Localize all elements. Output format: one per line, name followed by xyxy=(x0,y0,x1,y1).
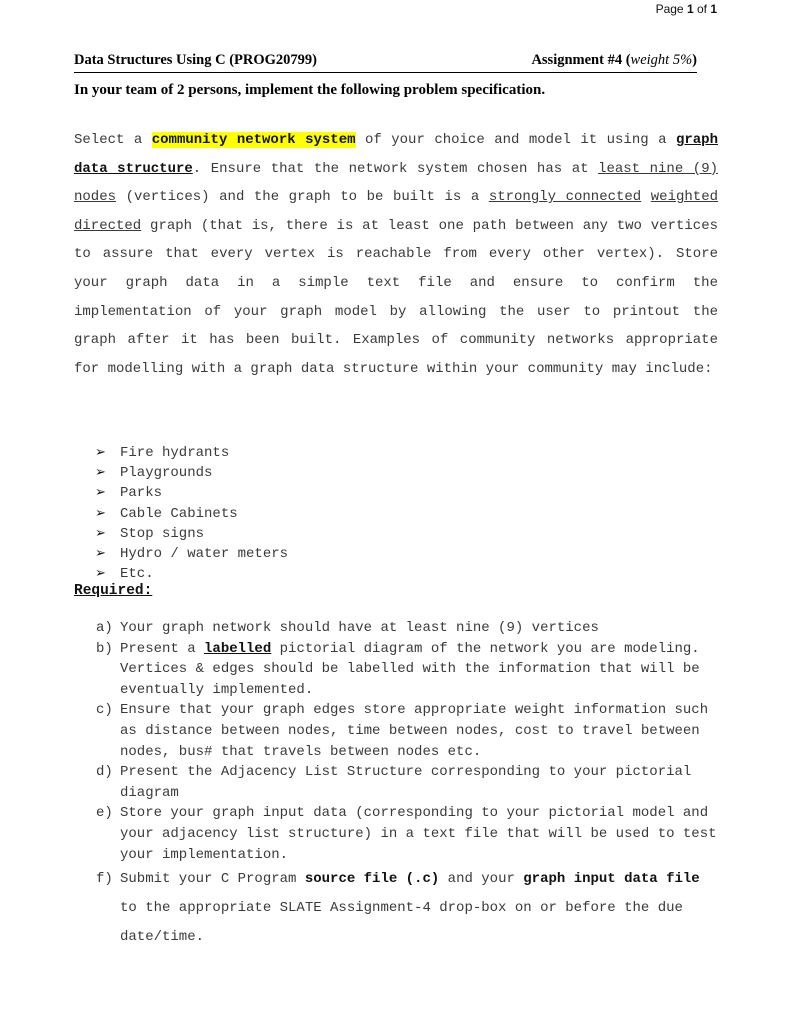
requirement-a: a) Your graph network should have at least nine (9) vertices xyxy=(96,620,599,636)
arrow-bullet-icon: ➢ xyxy=(95,485,106,501)
list-item: ➢ Parks xyxy=(95,483,288,503)
list-item: ➢ Playgrounds xyxy=(95,463,288,483)
list-item: ➢ Cable Cabinets xyxy=(95,504,288,524)
requirement-d: d) Present the Adjacency List Structure corresponding to your pictorial diagram xyxy=(96,764,692,801)
arrow-bullet-icon: ➢ xyxy=(95,566,106,582)
requirement-b: b) Present a labelled pictorial diagram of the network you are modeling. Vertices & edges should be labelled with the information that will be eventually implemented. xyxy=(96,640,700,698)
graph-data-structure-term: graph data structure xyxy=(74,132,718,177)
requirements-list xyxy=(96,618,721,952)
problem-paragraph: Select a community network system of your choice and model it using a graph data structure. Ensure that the network system chosen has at least nine (9) nodes (vertices) and the graph to be built is a strongly connected weighted directed graph (that is, there is at least one path between any two vertices to assure that every vertex is reachable from every other vertex). Store your graph data in a simple text file and ensure to confirm the implementation of your graph model by allowing the user to printout the graph after it has been built. Examples of community networks appropriate for modelling with a graph data structure within your community may include: xyxy=(74,132,718,377)
required-heading: Required: xyxy=(74,583,153,599)
assignment-title: Assignment #4 (weight 5%) xyxy=(531,52,697,68)
arrow-bullet-icon: ➢ xyxy=(95,525,106,541)
requirement-f: f) Submit your C Program source file (.c) and your graph input data file to the appropriate SLATE Assignment-4 drop-box on or before the due date/time. xyxy=(96,871,700,946)
arrow-bullet-icon: ➢ xyxy=(95,546,106,562)
list-item: ➢ Stop signs xyxy=(95,524,288,544)
highlight-community-network: community network system xyxy=(151,132,356,148)
requirement-e: e) Store your graph input data (corresponding to your pictorial model and your adjacency list structure) in a text file that will be used to test your implementation. xyxy=(96,805,717,863)
list-item: ➢ Fire hydrants xyxy=(95,443,288,463)
arrow-bullet-icon: ➢ xyxy=(95,465,106,481)
course-title: Data Structures Using C (PROG20799) xyxy=(74,52,317,68)
arrow-bullet-icon: ➢ xyxy=(95,445,106,460)
list-item: ➢ Etc. xyxy=(95,564,288,584)
arrow-bullet-icon: ➢ xyxy=(95,505,106,521)
document-header xyxy=(74,52,697,73)
examples-list xyxy=(95,443,288,584)
page-indicator: Page 1 of 1 xyxy=(655,2,717,16)
intro-line: In your team of 2 persons, implement the following problem specification. xyxy=(74,82,546,98)
requirement-c: c) Ensure that your graph edges store appropriate weight information such as distance between nodes, time between nodes, cost to travel between nodes, bus# that travels between nodes etc. xyxy=(96,702,709,760)
list-item: ➢ Hydro / water meters xyxy=(95,544,288,564)
